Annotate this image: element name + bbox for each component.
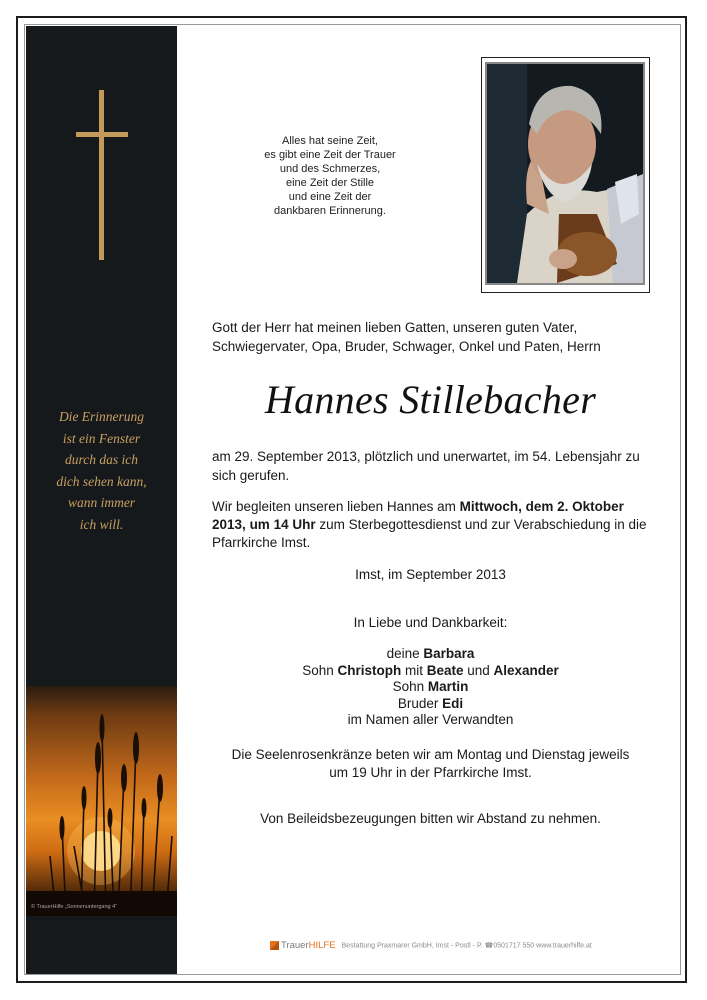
death-text: am 29. September 2013, plötzlich und unerwartet, im 54. Lebensjahr zu sich gerufen. — [212, 449, 640, 483]
poem-line: ist ein Fenster — [62, 430, 141, 446]
funeral-date: Mittwoch, dem 2. Oktober 2013, — [212, 499, 624, 532]
mourners-list — [212, 646, 649, 729]
funeral-prefix: Wir begleiten unseren lieben Hannes am — [212, 499, 460, 514]
photo-credit: © TrauerHilfe „Sonnenuntergang 4“ — [31, 904, 117, 910]
sunset-image — [26, 686, 177, 916]
quote-line: und des Schmerzes, — [279, 163, 381, 175]
intro-text: Gott der Herr hat meinen lieben Gatten, unseren guten Vater, Schwiegervater, Opa, Bruder, Schwager, Onkel und Paten, Herrn — [212, 320, 601, 354]
poem-line: wann immer — [67, 495, 136, 510]
left-decorative-band — [26, 26, 177, 974]
place-date: Imst, im September 2013 — [355, 567, 506, 582]
footer — [270, 940, 630, 956]
portrait-photo — [487, 64, 643, 283]
poem-line: ich will. — [79, 516, 124, 532]
poem-line: durch das ich — [65, 452, 138, 467]
funeral-time: um 14 Uhr — [249, 517, 316, 532]
quote-line: eine Zeit der Stille — [285, 177, 375, 189]
quote — [240, 134, 420, 218]
funeral-text — [212, 498, 660, 552]
mourner-line: Sohn Christoph mit Beate und Alexander — [302, 662, 559, 678]
quote-line: Alles hat seine Zeit, — [282, 135, 378, 147]
mourner-line: deine Barbara — [386, 646, 475, 661]
brand-name-a: Trauer — [281, 940, 309, 951]
funeral-suffix: zum Sterbegottesdienst und zur Verabschiedung in die Pfarrkirche Imst. — [212, 517, 647, 550]
deceased-name: Hannes Stillebacher — [264, 377, 597, 422]
mourner-line: im Namen aller Verwandten — [347, 712, 514, 727]
rosary-line: um 19 Uhr in der Pfarrkirche Imst. — [329, 765, 532, 780]
quote-line: und eine Zeit der — [288, 191, 372, 203]
mourner-line: Bruder Edi — [397, 695, 464, 711]
brand-name-b: HILFE — [308, 940, 336, 951]
cross-icon — [76, 90, 128, 260]
rosary-text — [212, 746, 649, 782]
rosary-line: Die Seelenrosenkränze beten wir am Montag und Dienstag jeweils — [231, 747, 630, 762]
mourning-intro: In Liebe und Dankbarkeit: — [353, 615, 508, 630]
trauerhilfe-logo-icon — [270, 941, 279, 950]
left-poem — [26, 406, 177, 535]
quote-line: es gibt eine Zeit der Trauer — [264, 149, 396, 161]
footer-info: Bestattung Praxmarer GmbH, Imst - Postl - P. ☎0501717 550 www.trauerhilfe.at — [341, 942, 592, 950]
mourner-line: Sohn Martin — [392, 679, 469, 694]
poem-line: dich sehen kann, — [56, 473, 147, 489]
quote-line: dankbaren Erinnerung. — [274, 205, 386, 217]
condolence-note: Von Beileidsbezeugungen bitten wir Abstand zu nehmen. — [260, 811, 601, 826]
poem-line: Die Erinnerung — [58, 409, 145, 424]
